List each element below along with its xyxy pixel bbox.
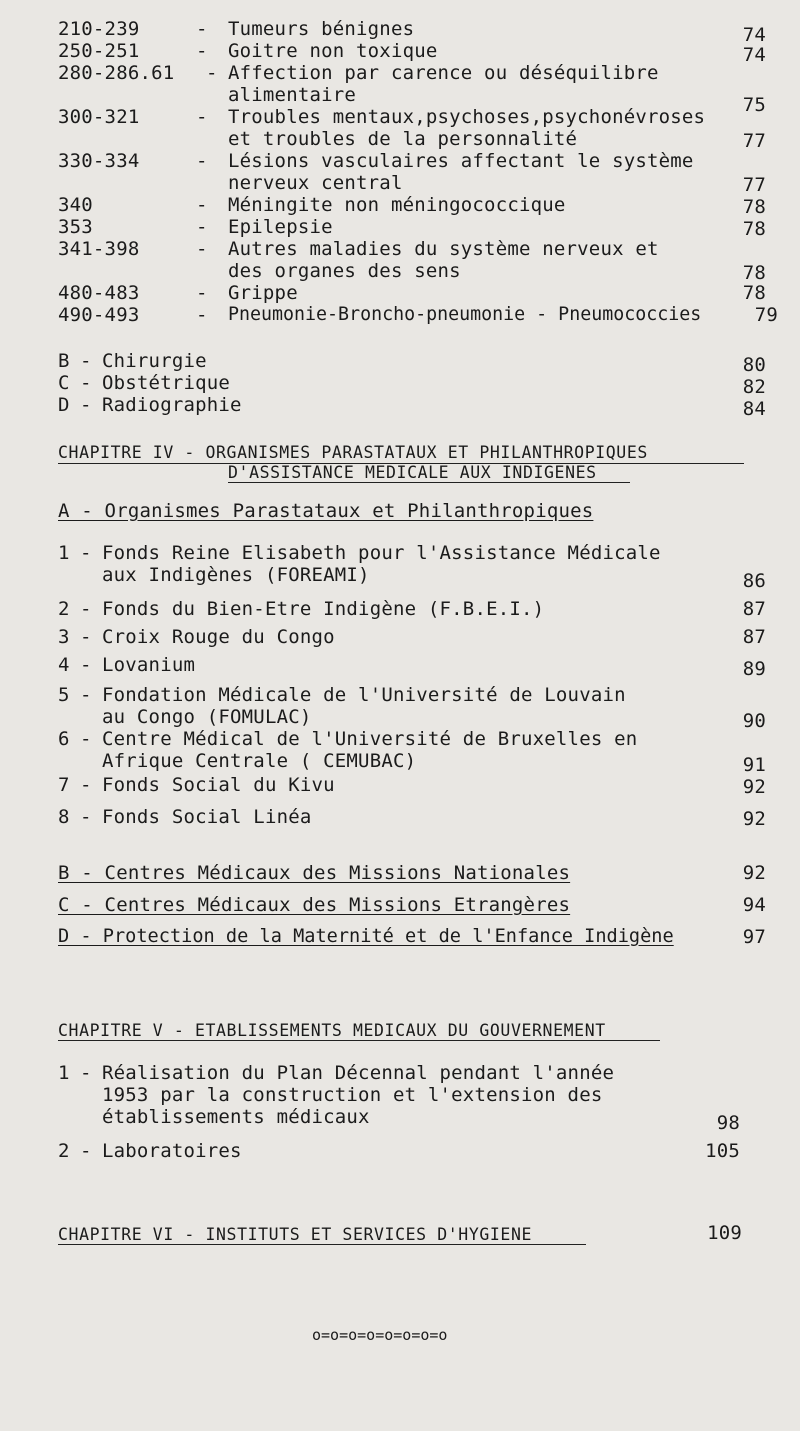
section-heading: D - Protection de la Maternité et de l'Enfance Indigène (58, 926, 674, 947)
dash: - (196, 304, 208, 326)
section-title: Radiographie (102, 394, 242, 416)
dash: - (206, 62, 218, 84)
dash: - (196, 216, 208, 238)
item-title-cont: aux Indigènes (FOREAMI) (102, 564, 370, 586)
dash: - (196, 238, 208, 260)
page-number: 91 (742, 754, 766, 776)
page-number: 74 (742, 44, 766, 66)
entry-title: Tumeurs bénignes (228, 18, 415, 40)
section-letter: D (58, 394, 70, 416)
dash: - (80, 542, 92, 564)
dash: - (80, 598, 92, 620)
entry-title: Epilepsie (228, 216, 333, 238)
entry-title: Grippe (228, 282, 298, 304)
section-letter: B (58, 350, 70, 372)
dash: - (80, 728, 92, 750)
dash: - (196, 194, 208, 216)
code: 250-251 (58, 40, 140, 62)
page-number: 82 (742, 376, 766, 398)
entry-title-cont: et troubles de la personnalité (228, 128, 578, 150)
item-title: Fonds Social Linéa (102, 806, 312, 828)
page-number: 94 (742, 894, 766, 916)
dash: - (80, 806, 92, 828)
chapter-title: CHAPITRE VI - INSTITUTS ET SERVICES D'HYGIENE (58, 1225, 533, 1244)
item-number: 6 (58, 728, 70, 750)
page-number: 109 (707, 1222, 742, 1244)
page-number: 84 (742, 398, 766, 420)
page-number: 105 (705, 1140, 740, 1162)
page-number: 77 (742, 174, 766, 196)
dash: - (196, 106, 208, 128)
item-number: 1 (58, 542, 70, 564)
item-number: 7 (58, 774, 70, 796)
item-title: Réalisation du Plan Décennal pendant l'année (102, 1062, 615, 1084)
entry-title-cont: des organes des sens (228, 260, 461, 282)
entry-title: Autres maladies du système nerveux et (228, 238, 659, 260)
item-number: 1 (58, 1062, 70, 1084)
page-number: 89 (742, 658, 766, 680)
subtitle-underline (228, 482, 630, 483)
item-number: 2 (58, 1140, 70, 1162)
page-number: 78 (742, 282, 766, 304)
page-number: 78 (742, 218, 766, 240)
page-number: 98 (716, 1112, 740, 1134)
item-title: Fondation Médicale de l'Université de Louvain (102, 684, 626, 706)
page-number: 87 (742, 598, 766, 620)
dash: - (80, 1140, 92, 1162)
page-number: 75 (742, 94, 766, 116)
chapter-title: CHAPITRE IV - ORGANISMES PARASTATAUX ET PHILANTHROPIQUES (58, 443, 648, 462)
entry-title: Lésions vasculaires affectant le système (228, 150, 694, 172)
page-number: 90 (742, 710, 766, 732)
dash: - (196, 18, 208, 40)
page-number: 87 (742, 626, 766, 648)
item-number: 2 (58, 598, 70, 620)
code: 353 (58, 216, 93, 238)
section-heading: B - Centres Médicaux des Missions Nationales (58, 862, 571, 884)
item-title: Croix Rouge du Congo (102, 626, 335, 648)
page-number: 92 (742, 862, 766, 884)
code: 341-398 (58, 238, 140, 260)
dash: - (80, 774, 92, 796)
item-number: 4 (58, 654, 70, 676)
page-number: 92 (742, 808, 766, 830)
dash: - (80, 684, 92, 706)
entry-title: Affection par carence ou déséquilibre (228, 62, 659, 84)
page-number: 92 (742, 776, 766, 798)
item-title-cont: établissements médicaux (102, 1106, 370, 1128)
page-number: 80 (742, 354, 766, 376)
title-underline (58, 1244, 586, 1245)
item-title: Lovanium (102, 654, 196, 676)
page-number: 78 (742, 196, 766, 218)
entry-title: Pneumonie-Broncho-pneumonie - Pneumococcies (228, 304, 702, 325)
section-heading: A - Organismes Parastataux et Philanthropiques (58, 500, 594, 522)
code: 340 (58, 194, 93, 216)
dash: - (80, 626, 92, 648)
dash: - (196, 150, 208, 172)
item-title-cont: 1953 par la construction et l'extension des (102, 1084, 603, 1106)
title-underline (58, 1040, 660, 1041)
code: 280-286.61 (58, 62, 175, 84)
item-title-cont: au Congo (FOMULAC) (102, 706, 312, 728)
page-number: 79 (754, 304, 778, 326)
section-heading: C - Centres Médicaux des Missions Etrangères (58, 894, 571, 916)
page-number: 97 (742, 926, 766, 948)
item-title: Laboratoires (102, 1140, 242, 1162)
dash: - (80, 372, 92, 394)
item-number: 8 (58, 806, 70, 828)
item-title: Fonds du Bien-Etre Indigène (F.B.E.I.) (102, 598, 545, 620)
entry-title-cont: alimentaire (228, 84, 357, 106)
entry-title-cont: nerveux central (228, 172, 403, 194)
page-number: 77 (742, 130, 766, 152)
dash: - (80, 350, 92, 372)
item-title-cont: Afrique Centrale ( CEMUBAC) (102, 750, 417, 772)
chapter-subtitle: D'ASSISTANCE MEDICALE AUX INDIGENES (228, 463, 597, 482)
decorative-separator: o=o=o=o=o=o=o=o (312, 1326, 448, 1344)
dash: - (196, 282, 208, 304)
section-title: Obstétrique (102, 372, 231, 394)
page-number: 86 (742, 570, 766, 592)
entry-title: Méningite non méningococcique (228, 194, 566, 216)
dash: - (196, 40, 208, 62)
section-title: Chirurgie (102, 350, 207, 372)
dash: - (80, 394, 92, 416)
entry-title: Troubles mentaux,psychoses,psychonévroses (228, 106, 706, 128)
item-title: Centre Médical de l'Université de Bruxelles en (102, 728, 638, 750)
entry-title: Goitre non toxique (228, 40, 438, 62)
dash: - (80, 654, 92, 676)
item-number: 3 (58, 626, 70, 648)
page-number: 74 (742, 24, 766, 46)
chapter-title: CHAPITRE V - ETABLISSEMENTS MEDICAUX DU GOUVERNEMENT (58, 1021, 606, 1040)
page-number: 78 (742, 262, 766, 284)
item-title: Fonds Social du Kivu (102, 774, 335, 796)
item-number: 5 (58, 684, 70, 706)
code: 490-493 (58, 304, 140, 326)
code: 480-483 (58, 282, 140, 304)
code: 210-239 (58, 18, 140, 40)
dash: - (80, 1062, 92, 1084)
section-letter: C (58, 372, 70, 394)
code: 300-321 (58, 106, 140, 128)
code: 330-334 (58, 150, 140, 172)
item-title: Fonds Reine Elisabeth pour l'Assistance Médicale (102, 542, 661, 564)
